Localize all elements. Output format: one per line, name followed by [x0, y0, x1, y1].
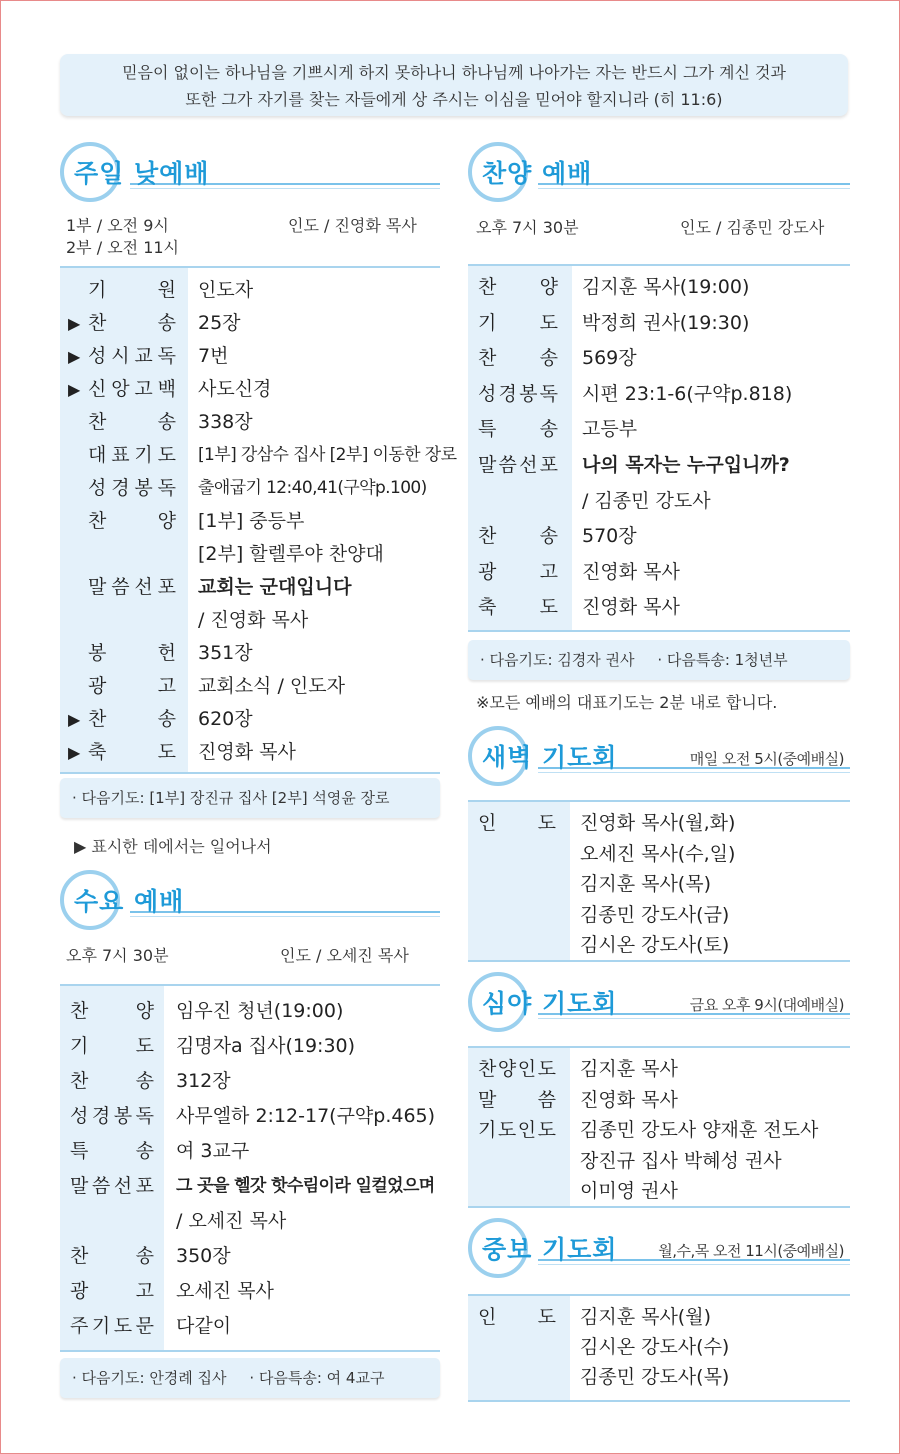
order-row	[60, 1204, 440, 1239]
stand-note: ▶ 표시한 데에서는 일어나서	[74, 837, 272, 856]
stand-arrow-icon: ▶	[68, 743, 81, 762]
order-value: 569장	[582, 347, 637, 370]
wednesday-leader: 인도 / 오세진 목사	[280, 946, 409, 965]
order-row	[60, 1274, 440, 1309]
order-value: 출애굽기 12:40,41(구약p.100)	[198, 478, 427, 498]
order-value: 오세진 목사(수,일)	[580, 842, 736, 865]
verse-line-2: 또한 그가 자기를 찾는 자들에게 상 주시는 이심을 믿어야 할지니라 (히 11:6)	[185, 90, 723, 109]
order-label-text: 인 도	[478, 1306, 556, 1328]
order-value: 여 3교구	[176, 1140, 250, 1162]
order-value: 김지훈 목사(19:00)	[582, 276, 750, 298]
order-label-text: 광 고	[88, 675, 176, 697]
order-label-text: 말 씀	[478, 1088, 556, 1111]
order-label-text: 신 앙 고 백	[88, 378, 176, 400]
order-value: 장진규 집사 박혜성 권사	[580, 1149, 782, 1172]
intercession-title: 중보 기도회	[482, 1235, 618, 1264]
order-label-text: 기 원	[88, 279, 176, 301]
night-prayer-schedule: 금요 오후 9시(대예배실)	[689, 996, 844, 1014]
stand-arrow-icon: ▶	[68, 380, 81, 399]
sunday-time-1: 1부 / 오전 9시	[66, 216, 169, 235]
sunday-service-heading	[60, 142, 440, 202]
praise-next-song: · 다음특송: 1청년부	[657, 651, 788, 669]
dawn-prayer-heading	[468, 726, 850, 786]
sunday-next-prayer-box	[60, 778, 440, 818]
order-label-text: 대 표 기 도	[88, 444, 176, 466]
order-value: 진영화 목사	[580, 1088, 678, 1111]
order-value: 351장	[198, 642, 253, 664]
praise-leader: 인도 / 김종민 강도사	[680, 218, 825, 237]
order-label-text: 주 기 도 문	[70, 1315, 154, 1337]
praise-service-title: 찬양 예배	[482, 159, 593, 188]
stand-arrow-icon: ▶	[68, 314, 81, 333]
order-row	[60, 571, 440, 604]
order-value: / 진영화 목사	[198, 609, 309, 631]
order-row	[60, 406, 440, 439]
intercession-heading	[468, 1218, 850, 1278]
order-row	[468, 377, 850, 413]
praise-next-prayer: · 다음기도: 김경자 권사	[480, 651, 635, 669]
wednesday-time: 오후 7시 30분	[66, 946, 169, 965]
praise-service-heading	[468, 142, 850, 202]
order-label-text: 찬 송	[70, 1245, 154, 1267]
order-row	[468, 1054, 850, 1085]
scripture-verse-banner	[60, 54, 848, 116]
order-value: 김종민 강도사(금)	[580, 903, 730, 926]
order-row	[60, 340, 440, 373]
order-row	[60, 1239, 440, 1274]
dawn-prayer-title: 새벽 기도회	[482, 743, 618, 772]
order-value: 진영화 목사(월,화)	[580, 812, 736, 834]
order-value: [2부] 할렐루야 찬양대	[198, 543, 384, 565]
wednesday-service-title: 수요 예배	[74, 887, 185, 916]
order-value: 김시온 강도사(토)	[580, 934, 730, 956]
night-prayer-heading	[468, 972, 850, 1032]
order-row	[468, 1176, 850, 1207]
order-row	[60, 538, 440, 571]
order-row	[468, 448, 850, 484]
order-label-text: 축 도	[88, 741, 176, 763]
order-label-text: 성 경 봉 독	[88, 477, 176, 499]
order-row	[60, 505, 440, 538]
order-label-text: 말 씀 선 포	[88, 576, 176, 598]
order-row	[60, 637, 440, 670]
order-label-text: 찬 양	[88, 510, 176, 532]
order-value: 620장	[198, 708, 253, 730]
order-value: 교회소식 / 인도자	[198, 675, 345, 697]
stand-arrow-icon: ▶	[68, 710, 81, 729]
order-label-text: 기 도 인 도	[478, 1119, 556, 1141]
order-row	[60, 307, 440, 340]
order-row	[468, 1115, 850, 1146]
order-value: 고등부	[582, 418, 638, 441]
sunday-order-table	[60, 266, 457, 774]
order-value: 김종민 강도사(목)	[580, 1366, 730, 1388]
order-value: 다같이	[176, 1315, 232, 1337]
order-label-text: 봉 헌	[88, 642, 176, 664]
order-label-text: 기 도	[70, 1035, 154, 1057]
order-row	[60, 439, 457, 472]
order-row	[60, 1029, 440, 1064]
prayer-time-note: ※모든 예배의 대표기도는 2분 내로 합니다.	[476, 693, 778, 712]
order-value: 김종민 강도사 양재훈 전도사	[580, 1119, 819, 1141]
wednesday-order-table	[60, 984, 440, 1352]
order-value: [1부] 강삼수 집사 [2부] 이동한 장로	[198, 445, 457, 465]
order-value: [1부] 중등부	[198, 510, 305, 532]
order-value: 오세진 목사	[176, 1280, 274, 1302]
wednesday-next-box	[60, 1358, 440, 1398]
wednesday-next-prayer: · 다음기도: 안경례 집사	[72, 1369, 227, 1387]
order-row	[60, 373, 440, 406]
order-value: / 오세진 목사	[176, 1210, 287, 1232]
order-value: 570장	[582, 525, 637, 548]
order-label-text: 찬 송	[88, 411, 176, 433]
order-row	[60, 1309, 440, 1344]
order-row	[468, 1332, 850, 1362]
intercession-table	[468, 1294, 850, 1402]
order-label-text: 찬 송	[478, 525, 558, 548]
order-label-text: 축 도	[478, 596, 558, 619]
order-value: 338장	[198, 411, 253, 433]
order-row	[60, 736, 440, 769]
order-row	[468, 484, 850, 520]
order-label-text: 성 경 봉 독	[478, 382, 558, 405]
dawn-prayer-table	[468, 800, 850, 962]
order-value: 김명자a 집사(19:30)	[176, 1035, 356, 1057]
order-value: 312장	[176, 1070, 231, 1092]
order-label-text: 말 씀 선 포	[70, 1175, 154, 1197]
order-value: 350장	[176, 1245, 231, 1267]
order-row	[468, 1146, 850, 1177]
order-row	[468, 900, 850, 931]
order-row	[468, 590, 850, 626]
order-row	[60, 1169, 440, 1204]
order-label-text: 찬 양 인 도	[478, 1058, 556, 1080]
order-value: 김지훈 목사(목)	[580, 873, 711, 895]
order-label-text: 찬 송	[478, 347, 558, 370]
sunday-next-prayer: · 다음기도: [1부] 장진규 집사 [2부] 석영윤 장로	[72, 789, 390, 807]
order-row	[60, 1134, 440, 1169]
order-row	[468, 930, 850, 961]
praise-time: 오후 7시 30분	[476, 218, 579, 237]
order-row	[468, 839, 850, 870]
sunday-service-title: 주일 낮예배	[74, 159, 210, 188]
order-label-text: 찬 양	[70, 1000, 154, 1022]
order-row	[468, 555, 850, 591]
order-label-text: 성 경 봉 독	[70, 1105, 154, 1127]
order-value: 시편 23:1-6(구약p.818)	[582, 382, 793, 405]
sunday-leader: 인도 / 진영화 목사	[288, 216, 417, 235]
sunday-time-2: 2부 / 오전 11시	[66, 238, 180, 257]
order-label-text: 찬 양	[478, 276, 558, 298]
order-label-text: 광 고	[478, 560, 558, 583]
order-label-text: 특 송	[478, 418, 558, 441]
praise-next-box	[468, 640, 850, 680]
order-row	[60, 472, 440, 505]
order-row	[468, 869, 850, 900]
order-value: 김지훈 목사(월)	[580, 1306, 711, 1328]
night-prayer-table	[468, 1046, 850, 1208]
order-row	[60, 274, 440, 307]
order-row	[468, 1302, 850, 1332]
order-label-text: 인 도	[478, 812, 556, 834]
order-label-text: 찬 송	[70, 1070, 154, 1092]
order-value: / 김종민 강도사	[582, 489, 711, 512]
order-value: 진영화 목사	[582, 560, 680, 583]
order-row	[468, 412, 850, 448]
order-label-text: 성 시 교 독	[88, 345, 176, 367]
order-value: 나의 목자는 누구입니까?	[582, 454, 790, 476]
order-row	[468, 270, 850, 306]
intercession-schedule: 월,수,목 오전 11시(중예배실)	[658, 1242, 844, 1260]
order-value: 사무엘하 2:12-17(구약p.465)	[176, 1105, 436, 1127]
order-value: 25장	[198, 312, 241, 334]
order-row	[60, 1099, 440, 1134]
order-value: 진영화 목사	[582, 596, 680, 619]
order-value: 이미영 권사	[580, 1180, 678, 1202]
order-value: 7번	[198, 345, 229, 367]
order-row	[468, 808, 850, 839]
order-row	[60, 670, 440, 703]
order-row	[468, 341, 850, 377]
order-row	[60, 703, 440, 736]
order-row	[60, 994, 440, 1029]
order-label-text: 찬 송	[88, 708, 176, 730]
order-row	[468, 1085, 850, 1116]
order-label-text: 찬 송	[88, 312, 176, 334]
order-row	[60, 1064, 440, 1099]
order-label-text: 말 씀 선 포	[478, 454, 558, 476]
order-value: 임우진 청년(19:00)	[176, 1000, 344, 1022]
order-value: 김지훈 목사	[580, 1058, 678, 1080]
night-prayer-title: 심야 기도회	[482, 989, 618, 1018]
order-label-text: 광 고	[70, 1280, 154, 1302]
stand-arrow-icon: ▶	[68, 347, 81, 366]
order-value: 그 곳을 헬갓 핫수림이라 일컬었으며	[176, 1176, 435, 1196]
order-row	[468, 1362, 850, 1392]
wednesday-service-heading	[60, 870, 440, 930]
praise-order-table	[468, 264, 850, 632]
order-label-text: 특 송	[70, 1140, 154, 1162]
order-row	[468, 306, 850, 342]
order-row	[60, 604, 440, 637]
order-value: 인도자	[198, 279, 254, 301]
order-value: 사도신경	[198, 378, 272, 400]
wednesday-next-song: · 다음특송: 여 4교구	[249, 1369, 385, 1387]
dawn-prayer-schedule: 매일 오전 5시(중예배실)	[689, 750, 844, 768]
order-value: 김시온 강도사(수)	[580, 1336, 730, 1358]
order-row	[468, 519, 850, 555]
order-value: 교회는 군대입니다	[198, 576, 352, 598]
order-label-text: 기 도	[478, 311, 558, 334]
order-value: 박정희 권사(19:30)	[582, 311, 750, 334]
verse-line-1: 믿음이 없이는 하나님을 기쁘시게 하지 못하나니 하나님께 나아가는 자는 반드시 그가 계신 것과	[122, 63, 786, 82]
order-value: 진영화 목사	[198, 741, 296, 763]
